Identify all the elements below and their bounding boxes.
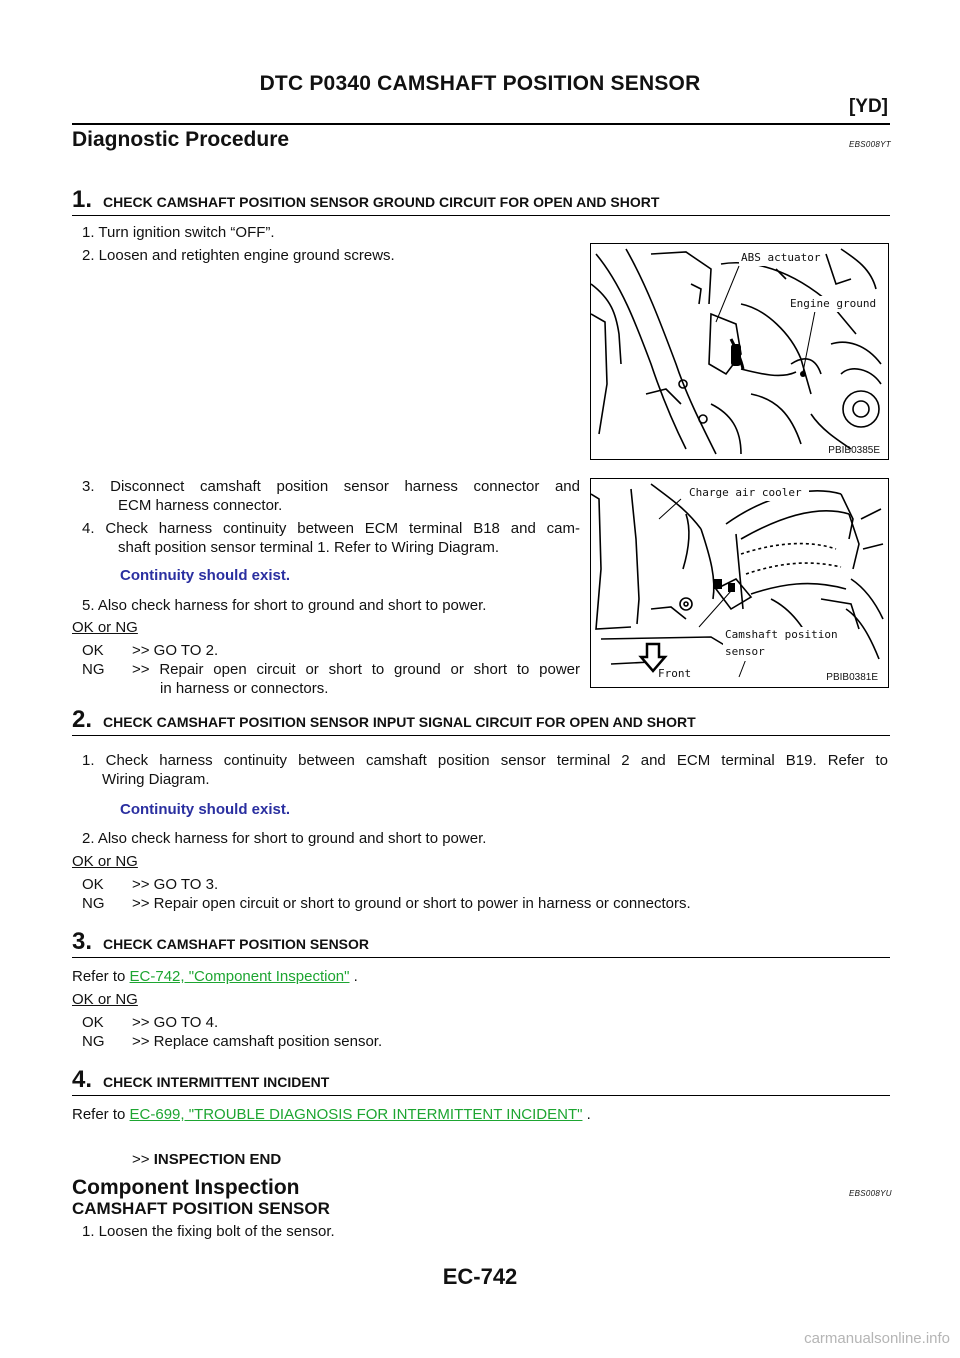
step-1-header	[72, 186, 890, 216]
step-3-number: 3.	[72, 928, 93, 955]
step-3-heading: CHECK CAMSHAFT POSITION SENSOR	[103, 936, 370, 952]
label-abs-actuator: ABS actuator	[741, 251, 821, 264]
figure-camshaft-sensor	[590, 478, 889, 688]
step-2-ok-text: >> GO TO 3.	[132, 876, 219, 893]
step-3-ng-label: NG	[82, 1033, 105, 1050]
step-1-ok-text: >> GO TO 2.	[132, 642, 219, 659]
figure-engine-ground	[590, 243, 889, 460]
step-4-refer-prefix: Refer to	[72, 1106, 130, 1123]
step-2-item-1b: Wiring Diagram.	[102, 771, 210, 788]
step-1-number: 1.	[72, 186, 93, 213]
step-4-number: 4.	[72, 1066, 93, 1093]
step-2-ng-label: NG	[82, 895, 105, 912]
link-intermittent-incident[interactable]: EC-699, "TROUBLE DIAGNOSIS FOR INTERMITTENT INCIDENT"	[129, 1106, 583, 1123]
inspection-end-text: INSPECTION END	[153, 1151, 282, 1168]
label-camshaft-sensor-b: sensor	[725, 645, 765, 658]
component-subtitle: CAMSHAFT POSITION SENSOR	[72, 1199, 330, 1218]
engine-ground-illustration	[591, 244, 888, 459]
step-4-header	[72, 1066, 890, 1096]
step-1-results	[82, 641, 582, 701]
figure-id-2: PBIB0381E	[826, 672, 878, 683]
step-1-item-4b: shaft position sensor terminal 1. Refer to Wiring Diagram.	[118, 539, 499, 556]
section-code-component: EBS008YU	[849, 1189, 892, 1198]
page-number: EC-742	[442, 1264, 518, 1289]
section-title-diagnostic: Diagnostic Procedure	[72, 128, 290, 151]
step-1-item-1: 1. Turn ignition switch “OFF”.	[82, 224, 275, 241]
step-1-ok-label: OK	[82, 642, 104, 659]
inspection-end	[132, 1150, 281, 1169]
link-component-inspection[interactable]: EC-742, "Component Inspection"	[129, 968, 350, 985]
step-1-heading: CHECK CAMSHAFT POSITION SENSOR GROUND CIRCUIT FOR OPEN AND SHORT	[103, 194, 660, 210]
step-3-refer-tail: .	[349, 968, 358, 985]
step-3-ok-text: >> GO TO 4.	[132, 1014, 219, 1031]
step-2-item-1a: 1. Check harness continuity between camshaft position sensor terminal 2 and ECM terminal B19. Refer to	[82, 752, 888, 769]
step-1-ng-text-b: in harness or connectors.	[160, 680, 329, 697]
step-1-item-3a: 3. Disconnect camshaft position sensor harness connector and	[82, 478, 580, 495]
step-2-ok-label: OK	[82, 876, 104, 893]
step-2-results	[82, 875, 888, 915]
component-item-1: 1. Loosen the fixing bolt of the sensor.	[82, 1223, 335, 1240]
step-3-ok-or-ng: OK or NG	[72, 991, 138, 1008]
step-2-ng-text: >> Repair open circuit or short to ground or short to power in harness or connectors.	[132, 895, 691, 912]
label-camshaft-sensor-a: Camshaft position	[725, 628, 838, 641]
section-code-diagnostic: EBS008YT	[849, 140, 891, 149]
step-4-refer-tail: .	[582, 1106, 591, 1123]
step-1-ng-label: NG	[82, 661, 105, 678]
step-2-header	[72, 706, 890, 736]
step-2-spec: Continuity should exist.	[120, 801, 291, 818]
step-2-number: 2.	[72, 706, 93, 733]
inspection-end-arrow: >>	[132, 1151, 150, 1168]
step-2-ok-or-ng: OK or NG	[72, 853, 138, 870]
step-1-item-5: 5. Also check harness for short to ground and short to power.	[82, 597, 487, 614]
step-4-heading: CHECK INTERMITTENT INCIDENT	[103, 1074, 330, 1090]
step-3-ng-text: >> Replace camshaft position sensor.	[132, 1033, 383, 1050]
header-rule	[72, 123, 890, 125]
section-title-component: Component Inspection	[72, 1176, 300, 1199]
step-1-item-3b: ECM harness connector.	[118, 497, 283, 514]
figure-id-1: PBIB0385E	[828, 445, 880, 456]
step-2-heading: CHECK CAMSHAFT POSITION SENSOR INPUT SIGNAL CIRCUIT FOR OPEN AND SHORT	[103, 714, 696, 730]
watermark: carmanualsonline.info	[804, 1330, 950, 1347]
step-1-ng-text-a: >> Repair open circuit or short to ground or short to power	[132, 661, 580, 678]
page-title: DTC P0340 CAMSHAFT POSITION SENSOR	[259, 72, 701, 95]
step-3-header	[72, 928, 890, 958]
step-1-item-4a: 4. Check harness continuity between ECM terminal B18 and cam-	[82, 520, 580, 537]
step-1-spec: Continuity should exist.	[120, 567, 291, 584]
step-3-refer	[72, 967, 358, 986]
label-charge-air-cooler: Charge air cooler	[689, 486, 802, 499]
step-3-ok-label: OK	[82, 1014, 104, 1031]
step-3-results	[82, 1013, 888, 1053]
step-1-item-2: 2. Loosen and retighten engine ground screws.	[82, 247, 395, 264]
step-3-refer-prefix: Refer to	[72, 968, 130, 985]
step-1-ok-or-ng: OK or NG	[72, 619, 138, 636]
step-4-refer	[72, 1105, 591, 1124]
engine-code: [YD]	[848, 96, 888, 117]
step-2-item-2: 2. Also check harness for short to ground and short to power.	[82, 830, 487, 847]
label-front: Front	[658, 667, 692, 680]
label-engine-ground: Engine ground	[790, 297, 877, 310]
